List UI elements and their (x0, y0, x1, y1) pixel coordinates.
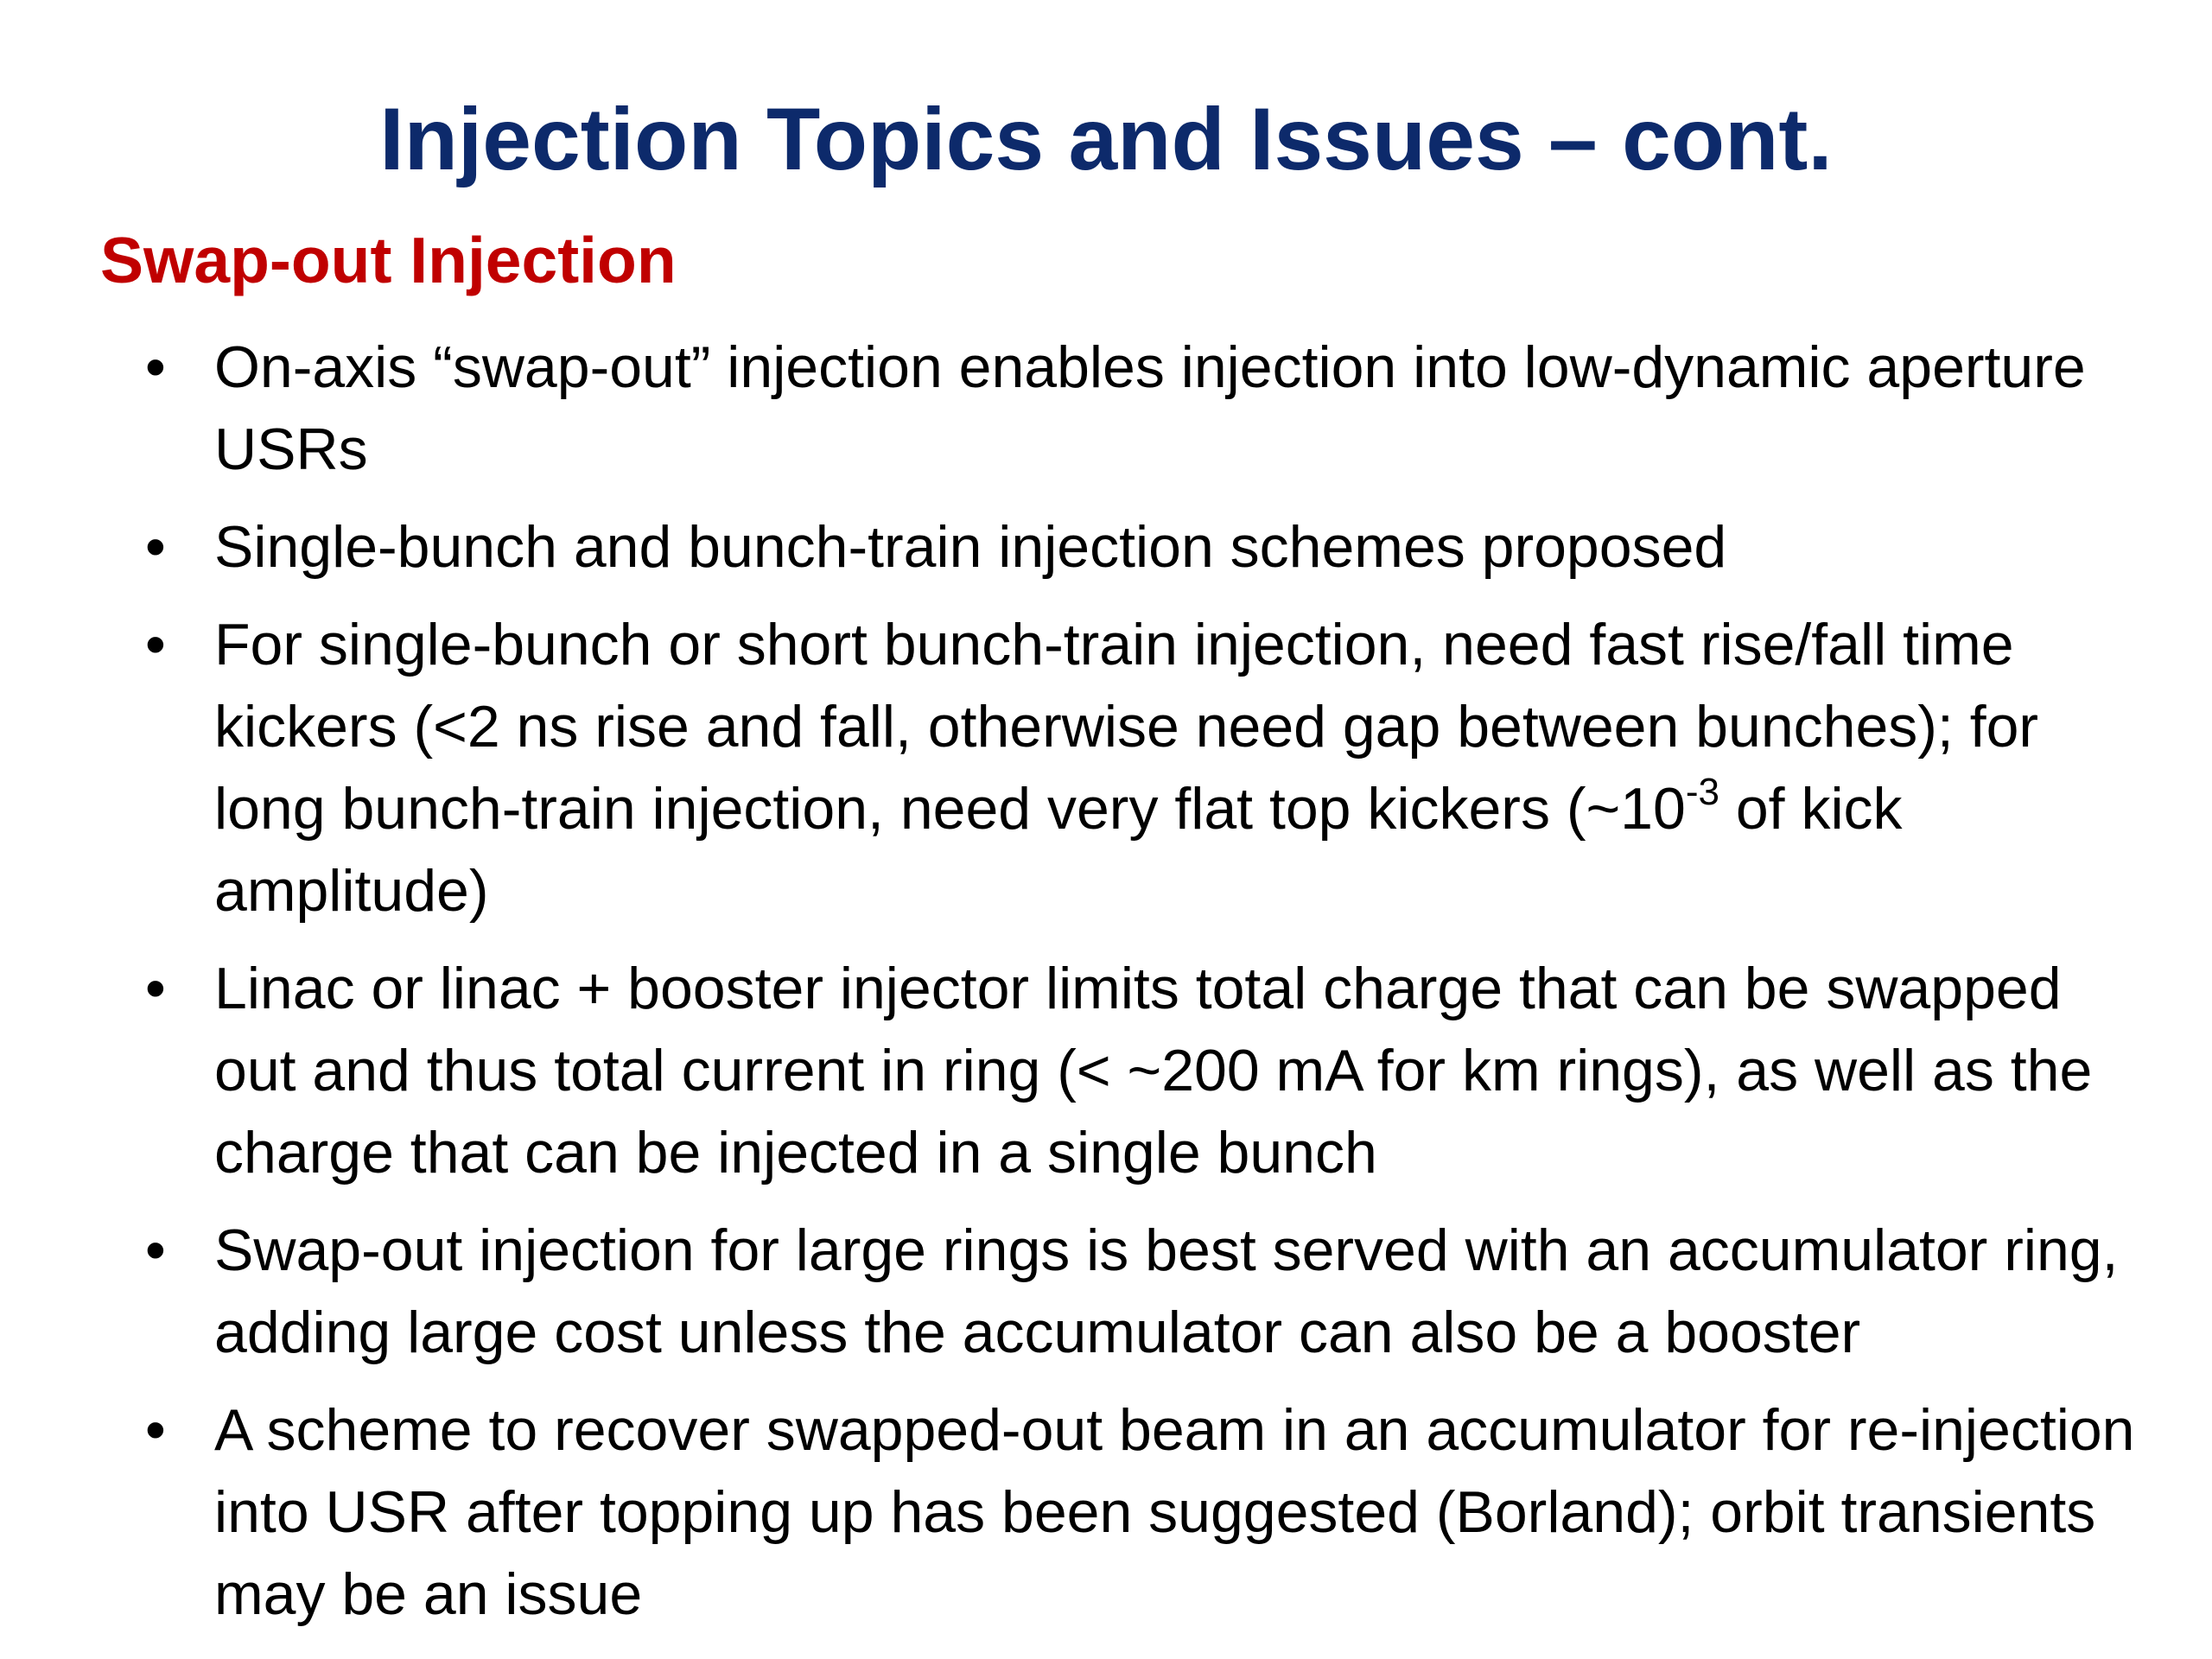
slide-title: Injection Topics and Issues – cont. (379, 90, 1833, 188)
superscript-exponent: -3 (1685, 771, 1719, 813)
bullet-marker: • (145, 956, 166, 1021)
bullet-text: A scheme to recover swapped-out beam in an accumulator for re-injection into USR after topping up has been suggested (Borland); orbit transients may be an issue (214, 1397, 2135, 1627)
bullet-text-before-superscript: For single-bunch or short bunch-train injection, need fast rise/fall time kickers (<2 ns rise and fall, otherwise need gap between bunches); for long bunch-train injection, need very flat top kickers (~10 (214, 612, 2039, 842)
bullet-marker: • (145, 514, 166, 580)
bullet-item (138, 1210, 2152, 1374)
bullet-text: Swap-out injection for large rings is best served with an accumulator ring, adding large cost unless the accumulator can also be a booster (214, 1217, 2119, 1365)
bullet-item (138, 1389, 2152, 1636)
bullet-marker: • (145, 334, 166, 400)
bullet-text: Single-bunch and bunch-train injection schemes proposed (214, 514, 1727, 580)
bullet-text: On-axis “swap-out” injection enables injection into low-dynamic aperture USRs (214, 334, 2086, 482)
bullet-item (138, 506, 2152, 588)
bullet-marker: • (145, 612, 166, 677)
bullet-text (214, 604, 2152, 932)
bullet-text: Linac or linac + booster injector limits total charge that can be swapped out and thus total current in ring (< ~200 mA for km rings), as well as the charge that can be injected in a single bunch (214, 956, 2093, 1185)
section-heading: Swap-out Injection (100, 224, 677, 296)
bullet-text-after-superscript: of kick amplitude) (214, 776, 1903, 924)
bullet-marker: • (145, 1397, 166, 1463)
bullet-item (138, 327, 2152, 491)
bullet-list (138, 327, 2152, 1651)
bullet-item (138, 604, 2152, 932)
bullet-item (138, 948, 2152, 1194)
bullet-marker: • (145, 1217, 166, 1283)
